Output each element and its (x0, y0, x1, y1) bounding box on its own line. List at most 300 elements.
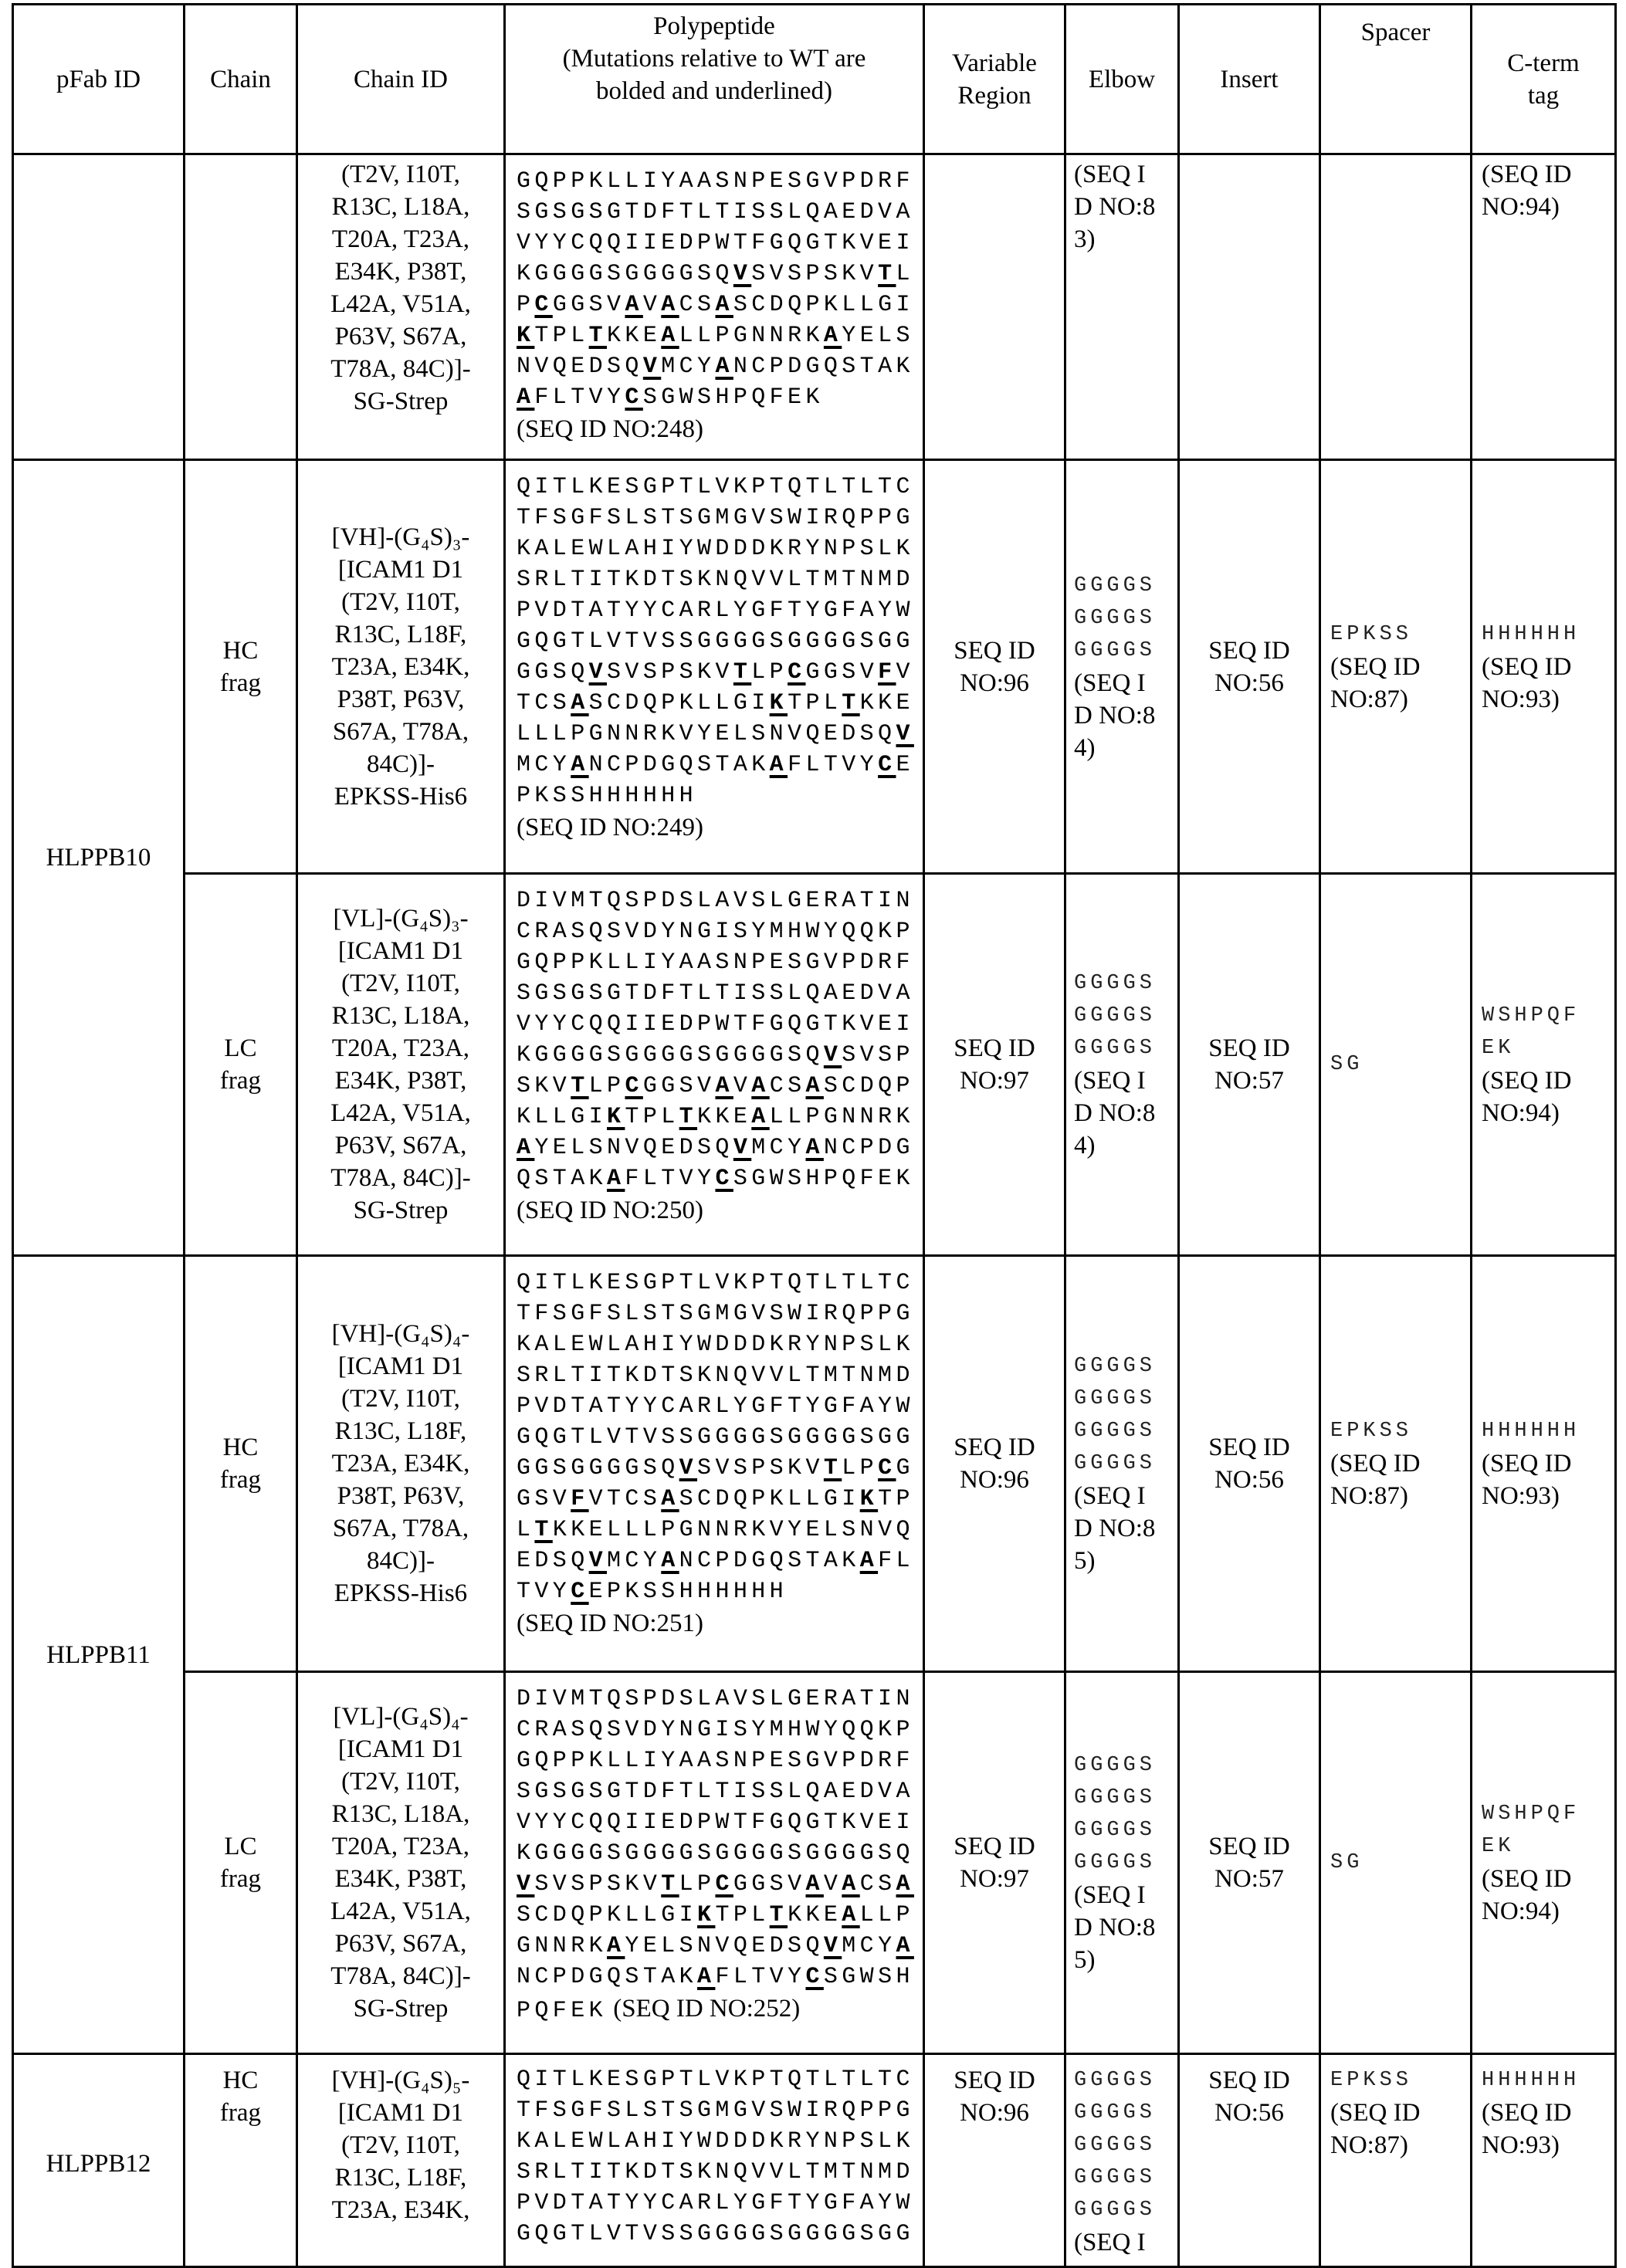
variable-region-cell (924, 2054, 1065, 2267)
chain-id-line: 84C)]- (304, 1545, 497, 1577)
chain-cell (185, 1256, 297, 1672)
chain-id-line: P63V, S67A, (304, 1129, 497, 1162)
chain-id-line: T78A, 84C)]- (304, 1960, 497, 1992)
sequence-line: TCSASCDQPKLLGIKTPLTKKE (517, 688, 915, 719)
insert-line: SEQ ID (1186, 2064, 1313, 2097)
variable-region-line: SEQ ID (931, 1431, 1058, 1464)
cterm-seq-id-line: (SEQ ID (1482, 1863, 1608, 1895)
chain-id-line: (T2V, I10T, (304, 586, 497, 618)
chain-id-line: [ICAM1 D1 (304, 935, 497, 967)
table-row (13, 1672, 1616, 2054)
variable-region-line: SEQ ID (931, 2064, 1058, 2097)
mutation-residue: F (571, 1486, 588, 1512)
header-pfab-id: pFab ID (13, 5, 185, 154)
mutation-residue: A (751, 1073, 769, 1099)
chain-line: HC (191, 2064, 290, 2097)
mutation-residue: K (770, 690, 788, 716)
mutation-residue: A (896, 1871, 914, 1897)
insert-line: SEQ ID (1186, 1431, 1313, 1464)
variable-region-cell (924, 460, 1065, 874)
elbow-seq-id-line: D NO:8 (1074, 191, 1171, 223)
elbow-linker-line: GGGGS (1074, 1782, 1171, 1814)
sequence-line: KGGGGSGGGGSQVSVSPSKVTL (517, 259, 915, 289)
elbow-seq-id-line: (SEQ I (1074, 158, 1171, 191)
seq-id-label: (SEQ ID NO:249) (517, 811, 915, 844)
elbow-cell (1065, 1256, 1179, 1672)
mutation-residue: A (805, 1871, 823, 1897)
chain-line: LC (191, 1830, 290, 1863)
elbow-cell (1065, 2054, 1179, 2267)
chain-id-line: T23A, E34K, (304, 1447, 497, 1480)
elbow-seq-id-line: D NO:8 (1074, 1911, 1171, 1944)
elbow-linker-line: GGGGS (1074, 1383, 1171, 1415)
variable-region-cell (924, 1672, 1065, 2054)
cterm-seq-line: EK (1482, 1830, 1608, 1863)
elbow-linker-line: GGGGS (1074, 1000, 1171, 1032)
chain-id-cell (297, 2054, 505, 2267)
chain-id-line: T20A, T23A, (304, 1032, 497, 1065)
mutation-residue: C (534, 292, 552, 318)
insert-cell (1179, 1672, 1320, 2054)
chain-id-line: (T2V, I10T, (304, 1383, 497, 1415)
chain-line: frag (191, 667, 290, 699)
sequence-line: GQPPKLLIYAASNPESGVPDRF (517, 1745, 915, 1776)
elbow-cell (1065, 154, 1179, 460)
variable-region-line: NO:97 (931, 1065, 1058, 1097)
cterm-seq-line: WSHPQF (1482, 1000, 1608, 1032)
chain-id-line: T23A, E34K, (304, 2194, 497, 2226)
mutation-residue: V (679, 1455, 697, 1481)
chain-id-line: SG-Strep (304, 385, 497, 418)
sequence-line: SRLTITKDTSKNQVVLTMTNMD (517, 2157, 915, 2188)
sequence-line: KALEWLAHIYWDDDKRYNPSLK (517, 533, 915, 564)
mutation-residue: K (607, 1104, 625, 1130)
sequence-table (12, 3, 1617, 2268)
chain-id-line: P38T, P63V, (304, 1480, 497, 1512)
chain-id-line: R13C, L18A, (304, 191, 497, 223)
spacer-seq-id-line: (SEQ ID (1330, 2097, 1464, 2129)
chain-id-cell (297, 1256, 505, 1672)
mutation-residue: V (589, 659, 607, 685)
chain-id-line: [VL]-(G₄S)₃- (304, 902, 497, 935)
chain-id-line: R13C, L18F, (304, 1415, 497, 1447)
chain-id-line: [VH]-(G₄S)₅- (304, 2064, 497, 2097)
header-polypeptide (505, 5, 924, 154)
chain-id-line: SG-Strep (304, 1992, 497, 2025)
seq-id-label: (SEQ ID NO:250) (517, 1194, 915, 1227)
mutation-residue: C (625, 384, 642, 411)
sequence-line: PKSSHHHHHH (517, 780, 915, 811)
mutation-residue: C (571, 1579, 588, 1605)
spacer-seq-id-line: NO:87) (1330, 2129, 1464, 2161)
mutation-residue: A (806, 1073, 824, 1099)
cterm-seq-id-line: NO:93) (1482, 2129, 1608, 2161)
header-polypeptide-note: (Mutations relative to WT are bolded and underlined) (512, 42, 916, 107)
sequence-line: QITLKESGPTLVKPTQTLTLTC (517, 472, 915, 503)
variable-region-line: SEQ ID (931, 1032, 1058, 1065)
sequence-line: VYYCQQIIEDPWTFGQGTKVEI (517, 1807, 915, 1838)
mutation-residue: A (805, 1135, 823, 1161)
sequence-line: AFLTVYCSGWSHPQFEK (517, 382, 915, 413)
spacer-cell (1320, 460, 1472, 874)
mutation-residue: A (842, 1871, 859, 1897)
elbow-linker-line: GGGGS (1074, 2161, 1171, 2194)
chain-id-line: R13C, L18A, (304, 1000, 497, 1032)
spacer-cell (1320, 1256, 1472, 1672)
cterm-seq-id-line: (SEQ ID (1482, 651, 1608, 683)
chain-line: frag (191, 1065, 290, 1097)
table-row (13, 2054, 1616, 2267)
sequence-line: LLLPGNNRKVYELSNVQEDSQV (517, 719, 915, 750)
chain-id-line: R13C, L18A, (304, 1798, 497, 1830)
seq-id-label: (SEQ ID NO:252) (607, 1995, 800, 2023)
pfab-id-cell: HLPPB11 (13, 1256, 185, 2054)
elbow-linker-line: GGGGS (1074, 967, 1171, 1000)
table-row (13, 460, 1616, 874)
spacer-seq-id-line: (SEQ ID (1330, 651, 1464, 683)
elbow-linker-line: GGGGS (1074, 1814, 1171, 1847)
chain-id-cell (297, 1672, 505, 2054)
cterm-seq-id-line: NO:93) (1482, 1480, 1608, 1512)
sequence-line: CRASQSVDYNGISYMHWYQQKP (517, 916, 915, 947)
mutation-residue: F (878, 659, 896, 685)
elbow-seq-id-line: 5) (1074, 1944, 1171, 1976)
elbow-linker-line: GGGGS (1074, 1415, 1171, 1447)
chain-id-line: S67A, T78A, (304, 716, 497, 748)
spacer-seq-id-line: (SEQ ID (1330, 1447, 1464, 1480)
chain-id-line: P38T, P63V, (304, 683, 497, 716)
mutation-residue: T (878, 261, 896, 287)
sequence-line: QITLKESGPTLVKPTQTLTLTC (517, 1268, 915, 1298)
chain-cell (185, 1672, 297, 2054)
mutation-residue: A (824, 323, 842, 349)
mutation-residue: K (860, 1486, 878, 1512)
cterm-seq-line: HHHHHH (1482, 618, 1608, 651)
mutation-residue: T (571, 1073, 588, 1099)
mutation-residue: V (589, 1548, 607, 1574)
sequence-line: GQGTLVTVSSGGGGSGGGGSGG (517, 2219, 915, 2249)
chain-id-line: 84C)]- (304, 748, 497, 780)
chain-id-line: L42A, V51A, (304, 288, 497, 320)
mutation-residue: A (715, 354, 733, 380)
spacer-seq-line: EPKSS (1330, 2064, 1464, 2097)
pfab-id-cell (13, 154, 185, 460)
mutation-residue: A (697, 1964, 715, 1990)
cterm-tag-cell (1472, 2054, 1616, 2267)
chain-cell (185, 874, 297, 1256)
elbow-seq-id-line: 4) (1074, 732, 1171, 764)
sequence-line: VYYCQQIIEDPWTFGQGTKVEI (517, 228, 915, 259)
pfab-id-cell: HLPPB12 (13, 2054, 185, 2267)
mutation-residue: A (896, 1933, 913, 1959)
mutation-residue: A (517, 1135, 534, 1161)
insert-line: NO:57 (1186, 1065, 1313, 1097)
chain-cell (185, 460, 297, 874)
elbow-cell (1065, 460, 1179, 874)
sequence-line: PVDTATYYCARLYGFTYGFAYW (517, 1391, 915, 1422)
mutation-residue: T (824, 1455, 842, 1481)
cterm-seq-id-line: (SEQ ID (1482, 1065, 1608, 1097)
mutation-residue: A (607, 1933, 625, 1959)
elbow-linker-line: GGGGS (1074, 1032, 1171, 1065)
elbow-linker-line: GGGGS (1074, 2194, 1171, 2226)
sequence-line: KALEWLAHIYWDDDKRYNPSLK (517, 2126, 915, 2157)
insert-line: SEQ ID (1186, 1032, 1313, 1065)
spacer-seq-id-line: NO:87) (1330, 1480, 1464, 1512)
sequence-line: QITLKESGPTLVKPTQTLTLTC (517, 2064, 915, 2095)
insert-line: NO:56 (1186, 1464, 1313, 1496)
seq-id-label: (SEQ ID NO:251) (517, 1607, 915, 1640)
cterm-seq-line: EK (1482, 1032, 1608, 1065)
insert-cell (1179, 460, 1320, 874)
header-chain: Chain (185, 5, 297, 154)
sequence-line: DIVMTQSPDSLAVSLGERATIN (517, 1684, 915, 1715)
mutation-residue: A (715, 292, 733, 318)
sequence-line: SRLTITKDTSKNQVVLTMTNMD (517, 564, 915, 595)
mutation-residue: V (824, 1933, 842, 1959)
variable-region-cell (924, 154, 1065, 460)
insert-cell (1179, 154, 1320, 460)
chain-id-line: E34K, P38T, (304, 256, 497, 288)
sequence-line: DIVMTQSPDSLAVSLGERATIN (517, 885, 915, 916)
insert-line: SEQ ID (1186, 635, 1313, 667)
cterm-tag-cell (1472, 1672, 1616, 2054)
cterm-tag-cell (1472, 1256, 1616, 1672)
chain-line: HC (191, 1431, 290, 1464)
cterm-seq-line: HHHHHH (1482, 1415, 1608, 1447)
spacer-cell (1320, 874, 1472, 1256)
sequence-line: TFSGFSLSTSGMGVSWIRQPPG (517, 1298, 915, 1329)
mutation-residue: C (805, 1964, 823, 1990)
chain-cell (185, 2054, 297, 2267)
elbow-linker-line: GGGGS (1074, 1847, 1171, 1879)
table-row (13, 154, 1616, 460)
variable-region-line: SEQ ID (931, 1830, 1058, 1863)
spacer-seq-line: EPKSS (1330, 618, 1464, 651)
sequence-line: GSVFVTCSASCDQPKLLGIKTP (517, 1484, 915, 1515)
mutation-residue: T (534, 1517, 552, 1543)
elbow-linker-line: GGGGS (1074, 570, 1171, 602)
sequence-line: KLLGIKTPLTKKEALLPGNNRK (517, 1102, 915, 1132)
polypeptide-cell (505, 460, 924, 874)
mutation-residue: V (896, 721, 913, 747)
spacer-seq-line: SG (1330, 1048, 1464, 1081)
sequence-line: CRASQSVDYNGISYMHWYQQKP (517, 1715, 915, 1745)
sequence-line: LTKKELLLPGNNRKVYELSNVQ (517, 1515, 915, 1545)
mutation-residue: A (751, 1104, 769, 1130)
chain-id-line: P63V, S67A, (304, 320, 497, 353)
header-insert: Insert (1179, 5, 1320, 154)
variable-region-line: NO:96 (931, 1464, 1058, 1496)
polypeptide-cell (505, 1256, 924, 1672)
elbow-seq-id-line: (SEQ I (1074, 1480, 1171, 1512)
cterm-seq-id-line: (SEQ ID (1482, 1447, 1608, 1480)
sequence-line: QSTAKAFLTVYCSGWSHPQFEK (517, 1163, 915, 1194)
mutation-residue: T (661, 1871, 679, 1897)
sequence-line: GGSQVSVSPSKVTLPCGGSVFV (517, 657, 915, 688)
mutation-residue: A (661, 323, 679, 349)
sequence-line: KGGGGSGGGGSGGGGSGGGGSQ (517, 1838, 915, 1869)
chain-id-line: (T2V, I10T, (304, 2129, 497, 2161)
chain-id-line: L42A, V51A, (304, 1097, 497, 1129)
insert-line: SEQ ID (1186, 1830, 1313, 1863)
chain-id-line: [ICAM1 D1 (304, 1350, 497, 1383)
cterm-seq-id-line: NO:94) (1482, 1895, 1608, 1928)
chain-id-line: (T2V, I10T, (304, 158, 497, 191)
mutation-residue: A (770, 752, 788, 778)
mutation-residue: A (661, 292, 679, 318)
mutation-residue: V (733, 1135, 751, 1161)
header-chain-id: Chain ID (297, 5, 505, 154)
elbow-linker-line: GGGGS (1074, 602, 1171, 635)
sequence-line: NCPDGQSTAKAFLTVYCSGWSH (517, 1962, 915, 1992)
cterm-seq-id-line: NO:93) (1482, 683, 1608, 716)
chain-id-line: P63V, S67A, (304, 1928, 497, 1960)
mutation-residue: A (661, 1548, 679, 1574)
elbow-seq-id-line: 5) (1074, 1545, 1171, 1577)
sequence-line: TFSGFSLSTSGMGVSWIRQPPG (517, 503, 915, 533)
sequence-line: MCYANCPDGQSTAKAFLTVYCE (517, 750, 915, 780)
sequence-line: SRLTITKDTSKNQVVLTMTNMD (517, 1360, 915, 1391)
mutation-residue: A (517, 384, 534, 411)
elbow-seq-id-line: (SEQ I (1074, 667, 1171, 699)
variable-region-line: NO:97 (931, 1863, 1058, 1895)
mutation-residue: A (842, 1902, 859, 1928)
polypeptide-cell (505, 2054, 924, 2267)
insert-cell (1179, 874, 1320, 1256)
chain-id-line: S67A, T78A, (304, 1512, 497, 1545)
chain-id-line: T20A, T23A, (304, 1830, 497, 1863)
mutation-residue: V (643, 354, 661, 380)
cterm-seq-id-line: (SEQ ID (1482, 158, 1608, 191)
chain-id-cell (297, 460, 505, 874)
sequence-line: TFSGFSLSTSGMGVSWIRQPPG (517, 2095, 915, 2126)
spacer-seq-line: EPKSS (1330, 1415, 1464, 1447)
spacer-seq-id-line: NO:87) (1330, 683, 1464, 716)
chain-id-line: T78A, 84C)]- (304, 1162, 497, 1194)
variable-region-cell (924, 1256, 1065, 1672)
chain-line: HC (191, 635, 290, 667)
elbow-cell (1065, 874, 1179, 1256)
header-polypeptide-title: Polypeptide (512, 10, 916, 42)
mutation-residue: K (697, 1902, 715, 1928)
elbow-seq-id-line: (SEQ I (1074, 1879, 1171, 1911)
sequence-line: GGSGGGGSQVSVSPSKVTLPCG (517, 1453, 915, 1484)
insert-cell (1179, 1256, 1320, 1672)
sequence-line: SCDQPKLLGIKTPLTKKEALLP (517, 1900, 915, 1931)
cterm-seq-line: HHHHHH (1482, 2064, 1608, 2097)
chain-id-cell (297, 154, 505, 460)
header-cterm-tag: C-term tag (1472, 5, 1616, 154)
sequence-line: VYYCQQIIEDPWTFGQGTKVEI (517, 1009, 915, 1040)
spacer-cell (1320, 154, 1472, 460)
cterm-seq-id-line: (SEQ ID (1482, 2097, 1608, 2129)
variable-region-cell (924, 874, 1065, 1256)
mutation-residue: C (878, 1455, 896, 1481)
chain-id-line: [VL]-(G₄S)₄- (304, 1701, 497, 1733)
mutation-residue: T (770, 1902, 788, 1928)
sequence-line: SGSGSGTDFTLTISSLQAEDVA (517, 1776, 915, 1807)
insert-line: NO:56 (1186, 2097, 1313, 2129)
elbow-seq-id-line: D NO:8 (1074, 1512, 1171, 1545)
table-header (13, 5, 1616, 154)
sequence-line: GQGTLVTVSSGGGGSGGGGSGG (517, 1422, 915, 1453)
elbow-seq-id-line: 3) (1074, 223, 1171, 256)
sequence-line: EDSQVMCYANCPDGQSTAKAFL (517, 1545, 915, 1576)
elbow-linker-line: GGGGS (1074, 635, 1171, 667)
polypeptide-cell (505, 154, 924, 460)
mutation-residue: V (517, 1871, 534, 1897)
chain-id-line: E34K, P38T, (304, 1065, 497, 1097)
sequence-line: PVDTATYYCARLYGFTYGFAYW (517, 2188, 915, 2219)
chain-line: frag (191, 1464, 290, 1496)
elbow-seq-id-line: D NO:8 (1074, 1097, 1171, 1129)
cterm-seq-id-line: NO:94) (1482, 191, 1608, 223)
variable-region-line: NO:96 (931, 667, 1058, 699)
sequence-line: TVYCEPKSSHHHHHH (517, 1576, 915, 1607)
cterm-tag-cell (1472, 154, 1616, 460)
sequence-line: GNNRKAYELSNVQEDSQVMCYA (517, 1931, 915, 1962)
mutation-residue: K (517, 323, 534, 349)
mutation-residue: A (661, 1486, 679, 1512)
elbow-linker-line: GGGGS (1074, 1350, 1171, 1383)
table-row (13, 1256, 1616, 1672)
mutation-residue: T (679, 1104, 697, 1130)
seq-id-label: (SEQ ID NO:248) (517, 413, 915, 445)
cterm-tag-cell (1472, 460, 1616, 874)
chain-id-line: [VH]-(G₄S)₃- (304, 521, 497, 553)
variable-region-line: NO:96 (931, 2097, 1058, 2129)
sequence-line: GQGTLVTVSSGGGGSGGGGSGG (517, 626, 915, 657)
elbow-cell (1065, 1672, 1179, 2054)
spacer-cell (1320, 2054, 1472, 2267)
header-elbow: Elbow (1065, 5, 1179, 154)
table-row (13, 874, 1616, 1256)
mutation-residue: T (589, 323, 607, 349)
sequence-line: KALEWLAHIYWDDDKRYNPSLK (517, 1329, 915, 1360)
mutation-residue: C (715, 1166, 733, 1192)
cterm-tag-cell (1472, 874, 1616, 1256)
chain-line: LC (191, 1032, 290, 1065)
elbow-seq-id-line: (SEQ I (1074, 2226, 1171, 2259)
sequence-line: SGSGSGTDFTLTISSLQAEDVA (517, 978, 915, 1009)
elbow-seq-id-line: D NO:8 (1074, 699, 1171, 732)
chain-id-line: SG-Strep (304, 1194, 497, 1227)
insert-cell (1179, 2054, 1320, 2267)
chain-line: frag (191, 1863, 290, 1895)
mutation-residue: C (625, 1073, 642, 1099)
variable-region-line: SEQ ID (931, 635, 1058, 667)
sequence-line: AYELSNVQEDSQVMCYANCPDG (517, 1132, 915, 1163)
chain-id-cell (297, 874, 505, 1256)
sequence-line: GQPPKLLIYAASNPESGVPDRF (517, 947, 915, 978)
insert-line: NO:56 (1186, 667, 1313, 699)
pfab-id-cell: HLPPB10 (13, 460, 185, 1256)
mutation-residue: A (715, 1073, 733, 1099)
elbow-linker-line: GGGGS (1074, 1447, 1171, 1480)
chain-id-line: R13C, L18F, (304, 618, 497, 651)
elbow-linker-line: GGGGS (1074, 2064, 1171, 2097)
mutation-residue: A (860, 1548, 878, 1574)
mutation-residue: A (625, 292, 642, 318)
spacer-cell (1320, 1672, 1472, 2054)
sequence-line: SKVTLPCGGSVAVACSASCDQP (517, 1071, 915, 1102)
elbow-linker-line: GGGGS (1074, 2097, 1171, 2129)
mutation-residue: A (571, 752, 588, 778)
insert-line: NO:57 (1186, 1863, 1313, 1895)
header-variable-region: Variable Region (924, 5, 1065, 154)
chain-id-line: [VH]-(G₄S)₄- (304, 1318, 497, 1350)
